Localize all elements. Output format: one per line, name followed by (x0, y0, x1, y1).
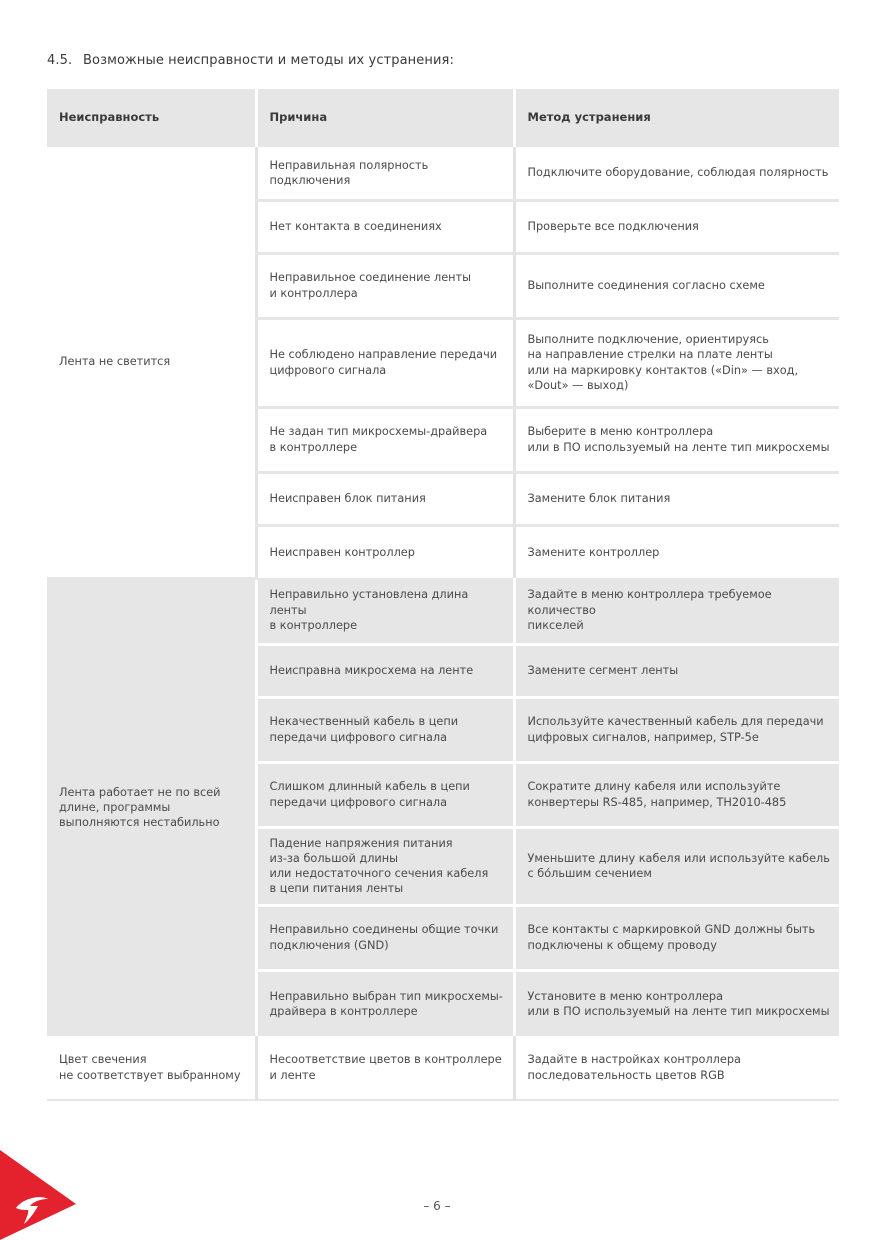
cause-cell: Не задан тип микросхемы-драйвера в контроллере (256, 407, 514, 472)
table-row (47, 147, 839, 200)
page-number: – 6 – (423, 1199, 451, 1213)
cause-cell: Падение напряжения питания из-за большой длины или недостаточного сечения кабеля в цепи питания ленты (256, 827, 514, 905)
section-heading (47, 53, 454, 68)
header-fault: Неисправность (47, 89, 256, 147)
fix-cell: Замените блок питания (514, 472, 839, 525)
cause-cell: Неправильная полярность подключения (256, 147, 514, 200)
fix-cell: Выполните подключение, ориентируясь на направление стрелки на плате ленты или на маркировку контактов («Din» — вход, «Dout» — выход) (514, 318, 839, 407)
cause-cell: Не соблюдено направление передачи цифрового сигнала (256, 318, 514, 407)
fix-cell: Используйте качественный кабель для передачи цифровых сигналов, например, STP-5e (514, 697, 839, 762)
table-row (47, 578, 839, 644)
cause-cell: Нет контакта в соединениях (256, 200, 514, 253)
cause-cell: Неисправен контроллер (256, 525, 514, 578)
header-fix: Метод устранения (514, 89, 839, 147)
fix-cell: Выберите в меню контроллера или в ПО используемый на ленте тип микросхемы (514, 407, 839, 472)
fix-cell: Уменьшите длину кабеля или используйте кабель с бо́льшим сечением (514, 827, 839, 905)
cause-cell: Некачественный кабель в цепи передачи цифрового сигнала (256, 697, 514, 762)
section-number: 4.5. (47, 53, 73, 68)
fix-cell: Подключите оборудование, соблюдая полярность (514, 147, 839, 200)
cause-cell: Неисправна микросхема на ленте (256, 644, 514, 697)
fault-cell: Лента работает не по всей длине, программы выполняются нестабильно (47, 578, 256, 1036)
fix-cell: Замените контроллер (514, 525, 839, 578)
fix-cell: Замените сегмент ленты (514, 644, 839, 697)
fault-group-partial (47, 578, 839, 1036)
fix-cell: Задайте в меню контроллера требуемое количество пикселей (514, 578, 839, 644)
fix-cell: Проверьте все подключения (514, 200, 839, 253)
fault-cell: Лента не светится (47, 147, 256, 578)
cause-cell: Слишком длинный кабель в цепи передачи цифрового сигнала (256, 762, 514, 827)
fix-cell: Установите в меню контроллера или в ПО используемый на ленте тип микросхемы (514, 970, 839, 1036)
fix-cell: Задайте в настройках контроллера последовательность цветов RGB (514, 1036, 839, 1100)
table-header-row (47, 89, 839, 147)
fault-group-no-light (47, 147, 839, 578)
cause-cell: Несоответствие цветов в контроллере и ленте (256, 1036, 514, 1100)
brand-logo-icon (0, 1150, 76, 1240)
fix-cell: Сократите длину кабеля или используйте конвертеры RS-485, например, TH2010-485 (514, 762, 839, 827)
cause-cell: Неправильно соединены общие точки подключения (GND) (256, 905, 514, 970)
fault-group-color (47, 1036, 839, 1100)
cause-cell: Неправильное соединение ленты и контроллера (256, 253, 514, 318)
header-cause: Причина (256, 89, 514, 147)
fix-cell: Выполните соединения согласно схеме (514, 253, 839, 318)
troubleshooting-table (47, 89, 839, 1101)
fix-cell: Все контакты с маркировкой GND должны быть подключены к общему проводу (514, 905, 839, 970)
table-row (47, 1036, 839, 1100)
cause-cell: Неправильно выбран тип микросхемы- драйвера в контроллере (256, 970, 514, 1036)
section-title: Возможные неисправности и методы их устранения: (83, 53, 454, 68)
brand-triangle-shape (0, 1150, 76, 1240)
cause-cell: Неправильно установлена длина ленты в контроллере (256, 578, 514, 644)
cause-cell: Неисправен блок питания (256, 472, 514, 525)
fault-cell: Цвет свечения не соответствует выбранному (47, 1036, 256, 1100)
